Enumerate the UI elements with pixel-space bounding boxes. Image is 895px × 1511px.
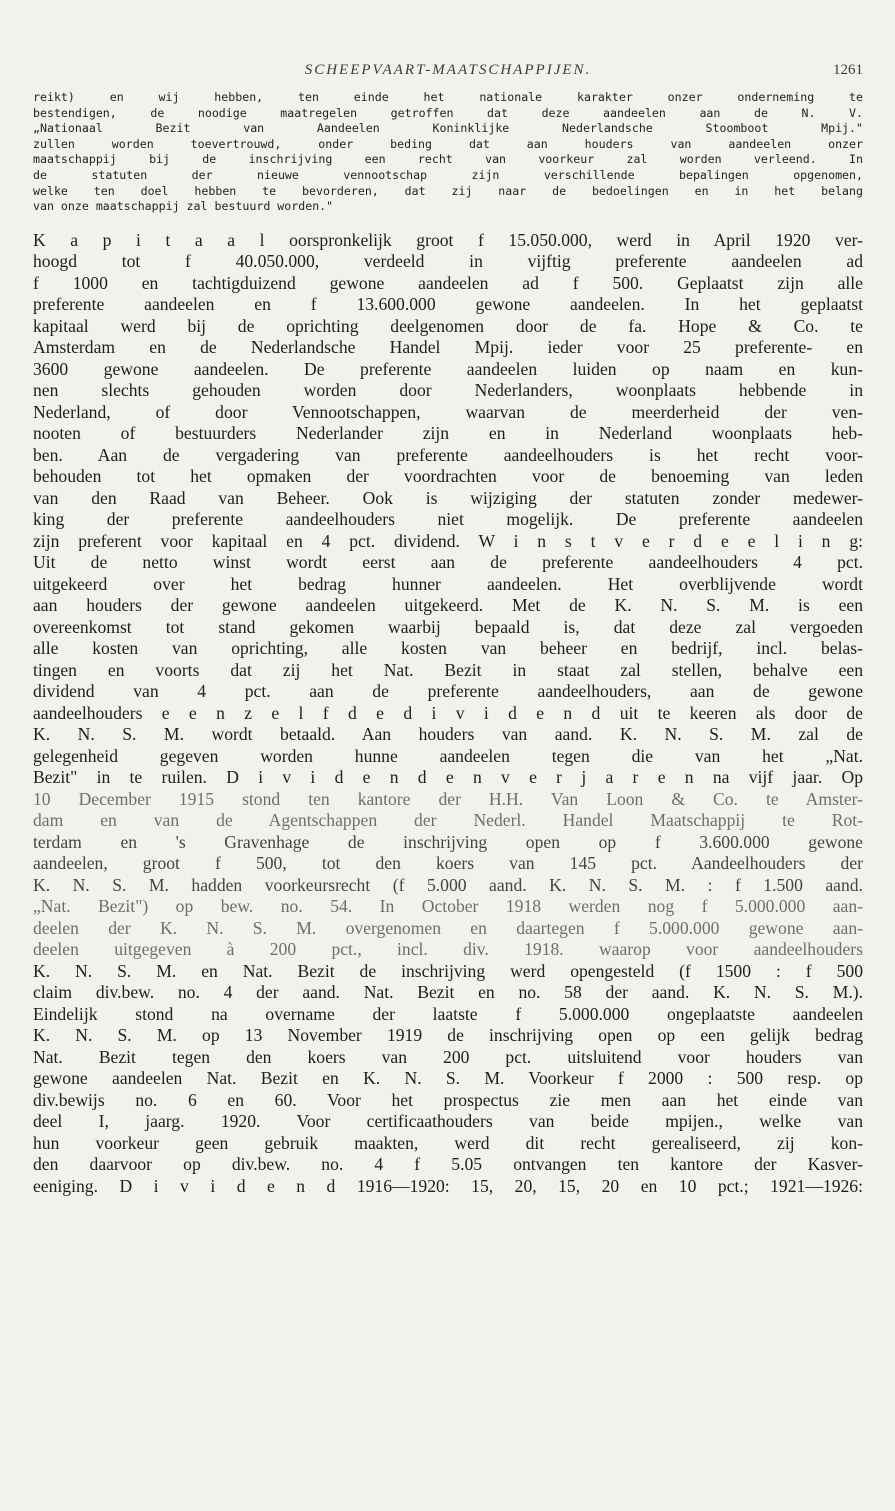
body-line: „Nat. Bezit") op bew. no. 54. In October 1918 werden nog f 5.000.000 aan-	[33, 896, 863, 917]
quote-line: van onze maatschappij zal bestuurd worden."	[33, 199, 334, 214]
quote-line: zullen worden toevertrouwd, onder beding dat aan houders van aandeelen onzer	[33, 136, 863, 151]
body-line: eeniging. D i v i d e n d 1916—1920: 15, 20, 15, 20 en 10 pct.; 1921—1926:	[33, 1175, 863, 1196]
body-line: hun voorkeur geen gebruik maakten, werd dit recht gerealiseerd, zij kon-	[33, 1132, 863, 1153]
body-line: nooten of bestuurders Nederlander zijn en in Nederland woonplaats heb-	[33, 423, 863, 444]
body-line: Eindelijk stond na overname der laatste f 5.000.000 ongeplaatste aandeelen	[33, 1003, 863, 1024]
body-line: f 1000 en tachtigduizend gewone aandeelen ad f 500. Geplaatst zijn alle	[33, 272, 863, 293]
body-line: preferente aandeelen en f 13.600.000 gewone aandeelen. In het geplaatst	[33, 294, 863, 315]
body-line: king der preferente aandeelhouders niet mogelijk. De preferente aandeelen	[33, 509, 863, 530]
body-line: behouden tot het opmaken der voordrachten voor de benoeming van leden	[33, 466, 863, 487]
body-line: Amsterdam en de Nederlandsche Handel Mpij. ieder voor 25 preferente- en	[33, 337, 863, 358]
body-line: K. N. S. M. en Nat. Bezit de inschrijving werd opengesteld (f 1500 : f 500	[33, 960, 863, 981]
body-line: K. N. S. M. op 13 November 1919 de inschrijving open op een gelijk bedrag	[33, 1025, 863, 1046]
body-line: deel I, jaarg. 1920. Voor certificaathouders van beide mpijen., welke van	[33, 1111, 863, 1132]
running-title: SCHEEPVAART-MAATSCHAPPIJEN.	[304, 62, 592, 78]
body-line: hoogd tot f 40.050.000, verdeeld in vijftig preferente aandeelen ad	[33, 251, 863, 272]
quote-line: bestendigen, de noodige maatregelen getroffen dat deze aandeelen aan de N. V.	[33, 105, 863, 120]
body-line: van den Raad van Beheer. Ook is wijziging der statuten zonder medewer-	[33, 487, 863, 508]
body-line: overeenkomst tot stand gekomen waarbij bepaald is, dat deze zal vergoeden	[33, 616, 863, 637]
body-line: zijn preferent voor kapitaal en 4 pct. dividend. W i n s t v e r d e e l i n g:	[33, 530, 863, 551]
book-page	[33, 58, 863, 1197]
body-line: dividend van 4 pct. aan de preferente aandeelhouders, aan de gewone	[33, 681, 863, 702]
body-line: nen slechts gehouden worden door Nederlanders, woonplaats hebbende in	[33, 380, 863, 401]
body-line: deelen uitgegeven à 200 pct., incl. div. 1918. waarop voor aandeelhouders	[33, 939, 863, 960]
body-line: alle kosten van oprichting, alle kosten van beheer en bedrijf, incl. belas-	[33, 638, 863, 659]
body-line: deelen der K. N. S. M. overgenomen en daartegen f 5.000.000 gewone aan-	[33, 917, 863, 938]
body-line: aandeelen, groot f 500, tot den koers van 145 pct. Aandeelhouders der	[33, 853, 863, 874]
body-line: kapitaal werd bij de oprichting deelgenomen door de fa. Hope & Co. te	[33, 315, 863, 336]
body-line: gelegenheid gegeven worden hunne aandeelen tegen die van het „Nat.	[33, 745, 863, 766]
body-line: gewone aandeelen Nat. Bezit en K. N. S. M. Voorkeur f 2000 : 500 resp. op	[33, 1068, 863, 1089]
body-line: aan houders der gewone aandeelen uitgekeerd. Met de K. N. S. M. is een	[33, 595, 863, 616]
body-line: Nat. Bezit tegen den koers van 200 pct. uitsluitend voor houders van	[33, 1046, 863, 1067]
body-line: K a p i t a a l oorspronkelijk groot f 15.050.000, werd in April 1920 ver-	[33, 229, 863, 250]
body-line: den daarvoor op div.bew. no. 4 f 5.05 ontvangen ten kantore der Kasver-	[33, 1154, 863, 1175]
body-line: 3600 gewone aandeelen. De preferente aandeelen luiden op naam en kun-	[33, 358, 863, 379]
body-paragraph	[33, 230, 863, 1198]
quote-line: maatschappij bij de inschrijving een recht van voorkeur zal worden verleend. In	[33, 152, 863, 167]
body-line: K. N. S. M. hadden voorkeursrecht (f 5.000 aand. K. N. S. M. : f 1.500 aand.	[33, 874, 863, 895]
body-line: 10 December 1915 stond ten kantore der H.H. Van Loon & Co. te Amster-	[33, 788, 863, 809]
body-line: aandeelhouders e e n z e l f d e d i v i d e n d uit te keeren als door de	[33, 702, 863, 723]
quote-line: reikt) en wij hebben, ten einde het nationale karakter onzer onderneming te	[33, 90, 863, 104]
body-line: ben. Aan de vergadering van preferente aandeelhouders is het recht voor-	[33, 444, 863, 465]
running-head	[33, 58, 863, 88]
body-line: uitgekeerd over het bedrag hunner aandeelen. Het overblijvende wordt	[33, 573, 863, 594]
quote-line: „Nationaal Bezit van Aandeelen Koninklijke Nederlandsche Stoomboot Mpij."	[33, 121, 863, 136]
quoted-paragraph	[33, 90, 863, 215]
body-line: dam en van de Agentschappen der Nederl. Handel Maatschappij te Rot-	[33, 810, 863, 831]
body-line: claim div.bew. no. 4 der aand. Nat. Bezit en no. 58 der aand. K. N. S. M.).	[33, 982, 863, 1003]
body-line: tingen en voorts dat zij het Nat. Bezit in staat zal stellen, behalve een	[33, 659, 863, 680]
body-line: div.bewijs no. 6 en 60. Voor het prospectus zie men aan het einde van	[33, 1089, 863, 1110]
quote-line: welke ten doel hebben te bevorderen, dat zij naar de bedoelingen en in het belang	[33, 183, 863, 198]
quote-line: de statuten der nieuwe vennootschap zijn verschillende bepalingen opgenomen,	[33, 167, 863, 182]
body-line: Uit de netto winst wordt eerst aan de preferente aandeelhouders 4 pct.	[33, 552, 863, 573]
body-line: K. N. S. M. wordt betaald. Aan houders van aand. K. N. S. M. zal de	[33, 724, 863, 745]
body-line: terdam en 's Gravenhage de inschrijving open op f 3.600.000 gewone	[33, 831, 863, 852]
page-number: 1261	[833, 62, 863, 78]
body-line: Bezit" in te ruilen. D i v i d e n d e n v e r j a r e n na vijf jaar. Op	[33, 767, 863, 788]
body-line: Nederland, of door Vennootschappen, waarvan de meerderheid der ven-	[33, 401, 863, 422]
